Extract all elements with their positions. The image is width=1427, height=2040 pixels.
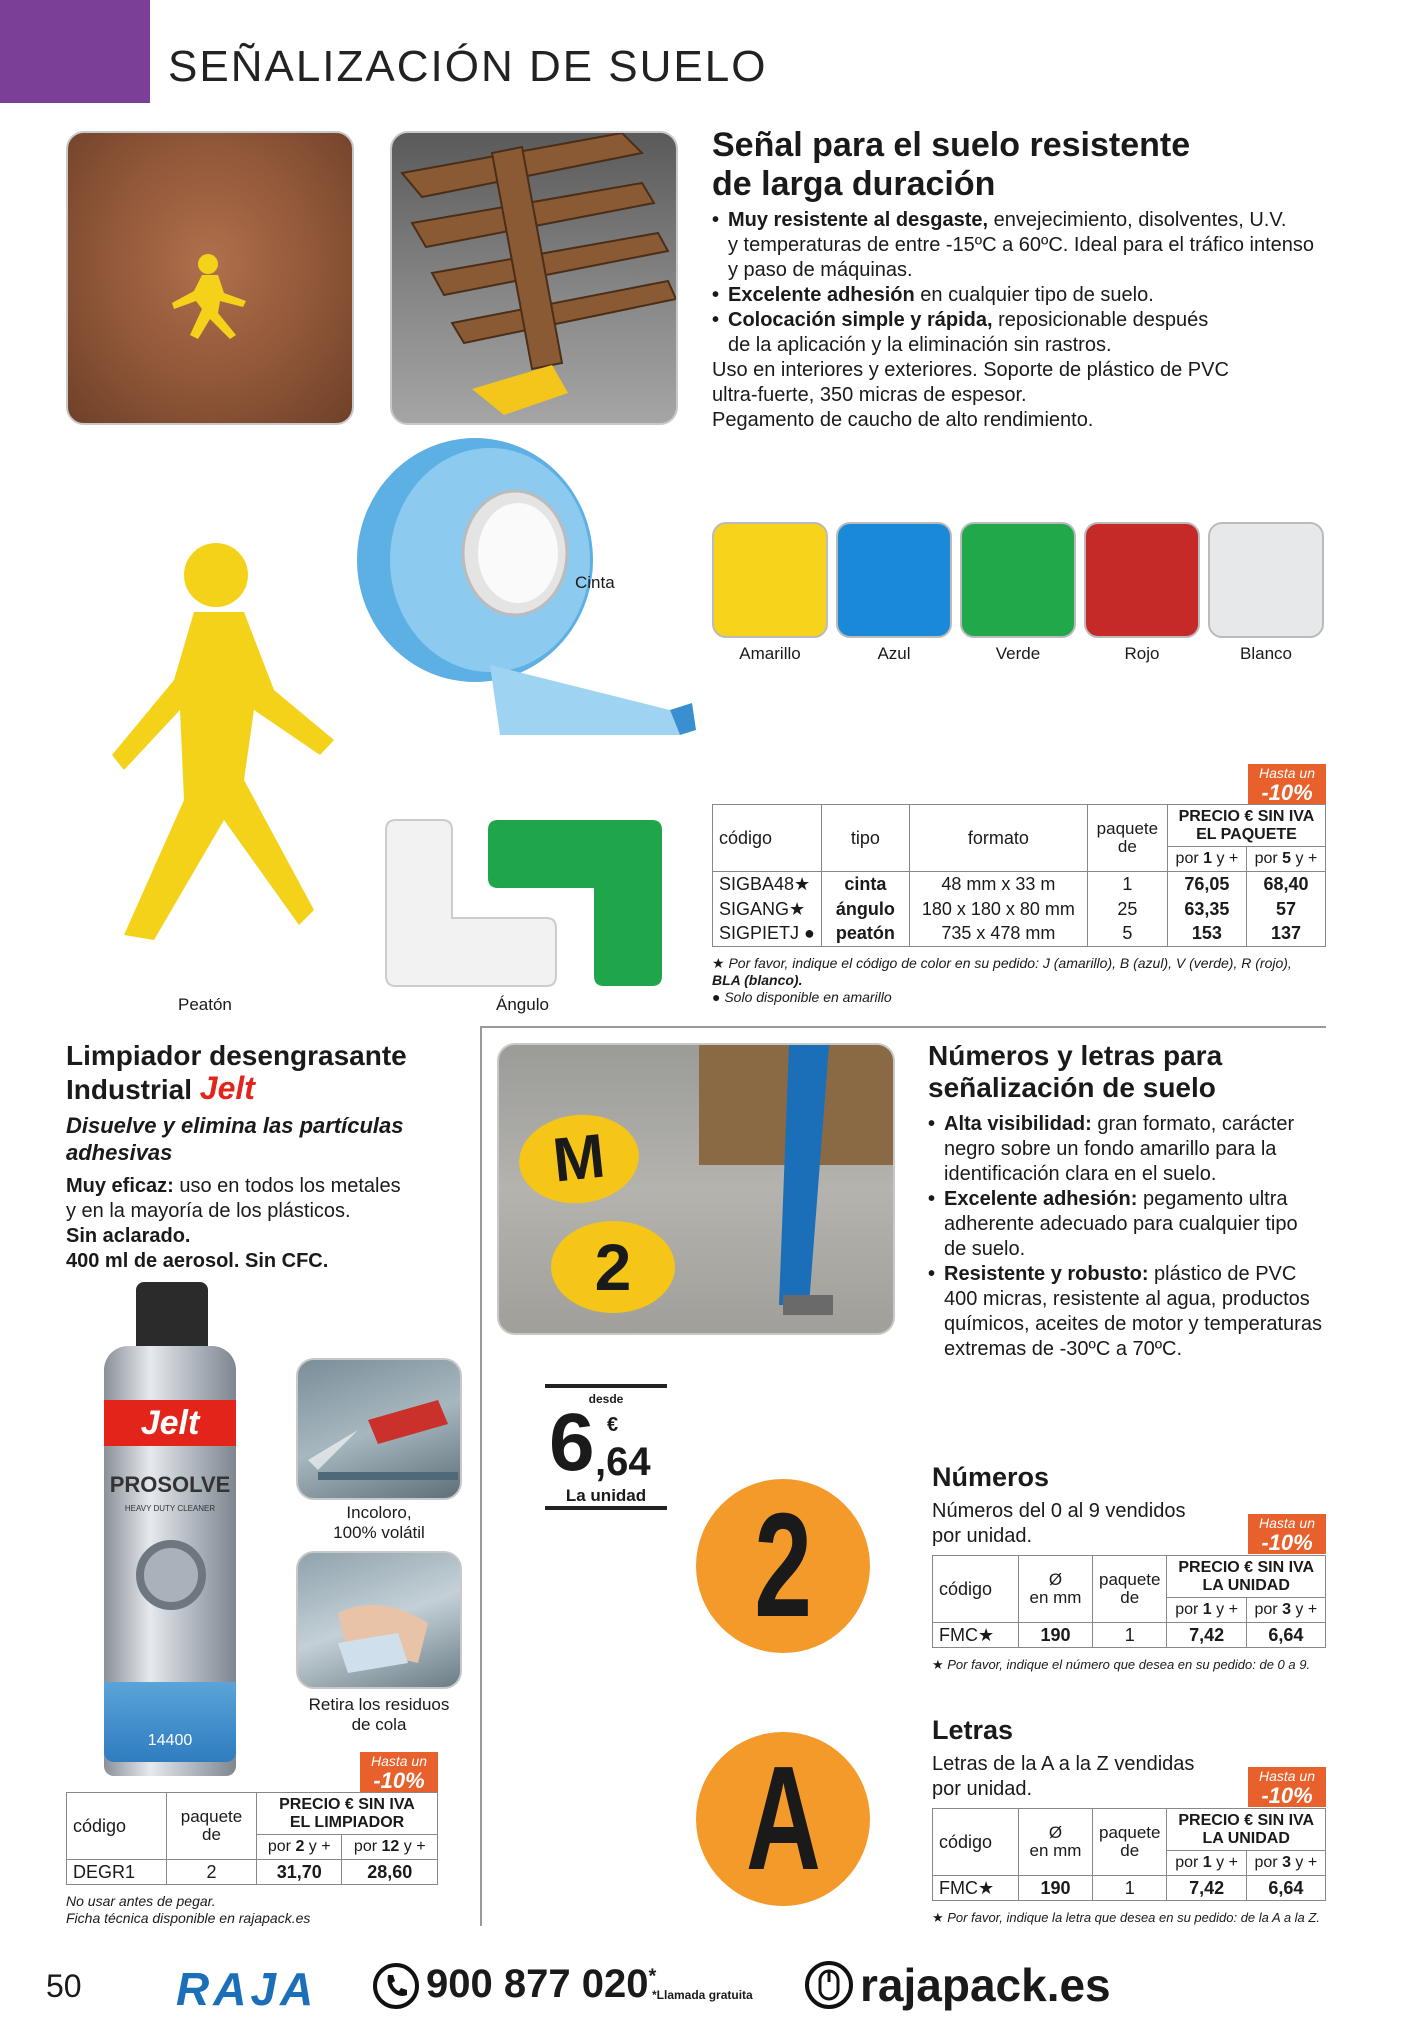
swatch-rojo	[1084, 522, 1200, 638]
letras-note: ★ Por favor, indique la letra que desea en su pedido: de la A a la Z.	[932, 1910, 1320, 1925]
cleaner-desc: Muy eficaz: uso en todos los metales y en la mayoría de los plásticos. Sin aclarado. 400 ml de aerosol. Sin CFC.	[66, 1175, 401, 1272]
phone-icon	[372, 1962, 420, 2010]
photo-number-2: 2	[551, 1221, 675, 1313]
bullet-item: • Excelente adhesión: pegamento ultra adherente adecuado para cualquier tipo de suelo.	[928, 1187, 1328, 1262]
caption-retira: Retira los residuos de cola	[308, 1695, 450, 1734]
tape-roll-illustration	[340, 435, 700, 765]
aerosol-can-image	[100, 1282, 240, 1782]
cleaner-subtitle: Disuelve y elimina las partículas adhesivas	[66, 1113, 404, 1165]
bullet-item: • Muy resistente al desgaste, envejecimiento, disolventes, U.V. y temperaturas de entre -15ºC a 60ºC. Ideal para el tráfico intenso y paso de máquinas.	[712, 208, 1332, 283]
numeros-title: Números	[932, 1462, 1050, 1492]
floor-signal-notes: ★ Por favor, indique el código de color en su pedido: J (amarillo), B (azul), V (verde), R (rojo), BLA (blanco). ● Solo disponible en amarillo	[712, 955, 1292, 1005]
header-color-block	[0, 0, 150, 103]
pedestrian-sign-illustration	[84, 540, 374, 960]
swatch-label: Azul	[877, 644, 911, 663]
price-badge: desde 6 € ,64 La unidad	[545, 1384, 667, 1510]
pedestrian-floor-photo	[66, 131, 354, 425]
can-subtitle: HEAVY DUTY CLEANER	[124, 1504, 216, 1513]
page-title: SEÑALIZACIÓN DE SUELO	[168, 42, 768, 91]
page-number: 50	[46, 1968, 82, 2004]
wipe-photo	[296, 1551, 462, 1689]
floor-signal-title: Señal para el suelo resistente de larga duración	[712, 126, 1191, 203]
swatch-amarillo	[712, 522, 828, 638]
bullet-item: • Colocación simple y rápida, reposicionable después de la aplicación y la eliminación sin rastros.	[712, 308, 1332, 358]
cleaner-notes: No usar antes de pegar. Ficha técnica disponible en rajapack.es	[66, 1893, 311, 1926]
number-sample-disc: 2	[696, 1479, 870, 1653]
numbers-letters-bullets	[928, 1112, 1328, 1362]
caption-angulo: Ángulo	[496, 995, 549, 1014]
swatch-label: Amarillo	[739, 644, 801, 663]
website-link[interactable]: rajapack.es	[860, 1959, 1111, 2011]
numbers-letters-title: Números y letras para señalización de suelo	[928, 1040, 1223, 1103]
bullet-item: • Alta visibilidad: gran formato, carácter negro sobre un fondo amarillo para la identificación clara en el suelo.	[928, 1112, 1328, 1187]
caption-peaton: Peatón	[178, 995, 232, 1014]
floor-signal-bullets	[712, 208, 1332, 433]
raja-logo: RAJA	[176, 1963, 318, 2015]
section-divider	[480, 1026, 1326, 1028]
letras-desc: Letras de la A a la Z vendidas por unidad.	[932, 1753, 1195, 1800]
swatch-verde	[960, 522, 1076, 638]
letter-sample-disc: A	[696, 1732, 870, 1906]
numeros-desc: Números del 0 al 9 vendidos por unidad.	[932, 1500, 1186, 1547]
jelt-logo: Jelt	[199, 1070, 255, 1106]
photo-letter-m: M	[515, 1109, 644, 1209]
table-row: SIGBA48★ cinta 48 mm x 33 m 1 76,05 68,40	[713, 872, 1326, 897]
discount-badge: Hasta un -10%	[1248, 764, 1326, 804]
floor-signal-price-table: código tipo formato paquete de PRECIO € SIN IVA EL PAQUETE por 1 y + por 5 y + SIGBA48★ cinta 48 mm x 33 m 1 76,05 68,40 SIGANG★ ángulo 180 x 180 x 80 mm 25 63,35 57 SIGPIETJ ● peatón 735 x 478 mm 5 153 137	[712, 804, 1326, 947]
table-row: FMC★ 190 1 7,42 6,64	[933, 1876, 1326, 1901]
column-divider	[480, 1026, 482, 1926]
phone-number[interactable]: 900 877 020*	[426, 1962, 657, 2006]
can-product-name: PROSOLVE	[109, 1472, 231, 1497]
table-header-row: código tipo formato paquete de PRECIO € SIN IVA EL PAQUETE	[713, 805, 1326, 847]
numeros-price-table: código Ø en mm paquete de PRECIO € SIN IVA LA UNIDAD por 1 y + por 3 y + FMC★ 190 1 7,42 6,64	[932, 1555, 1326, 1648]
color-swatches	[712, 522, 1332, 672]
can-code: 14400	[147, 1732, 193, 1749]
pallet-floor-photo	[390, 131, 678, 425]
cleaner-title: Limpiador desengrasante Industrial Jelt	[66, 1040, 407, 1106]
letras-price-table: código Ø en mm paquete de PRECIO € SIN IVA LA UNIDAD por 1 y + por 3 y + FMC★ 190 1 7,42 6,64	[932, 1808, 1326, 1901]
numeros-note: ★ Por favor, indique el número que desea en su pedido: de 0 a 9.	[932, 1657, 1311, 1672]
swatch-blanco	[1208, 522, 1324, 638]
floor-signal-desc: Uso en interiores y exteriores. Soporte de plástico de PVC ultra-fuerte, 350 micras de espesor. Pegamento de caucho de alto rendimiento.	[712, 359, 1229, 431]
bullet-item: • Excelente adhesión en cualquier tipo de suelo.	[712, 283, 1332, 308]
spray-photo	[296, 1358, 462, 1500]
table-row: SIGANG★ ángulo 180 x 180 x 80 mm 25 63,35 57	[713, 897, 1326, 922]
table-row: FMC★ 190 1 7,42 6,64	[933, 1623, 1326, 1648]
discount-badge: Hasta un -10%	[360, 1752, 438, 1792]
rack-floor-photo	[497, 1043, 895, 1335]
discount-badge: Hasta un -10%	[1248, 1514, 1326, 1554]
swatch-azul	[836, 522, 952, 638]
can-brand: Jelt	[104, 1400, 236, 1446]
caption-cinta: Cinta	[575, 573, 615, 592]
caption-incoloro: Incoloro, 100% volátil	[333, 1503, 425, 1542]
swatch-label: Rojo	[1124, 644, 1160, 663]
cleaner-price-table: código paquete de PRECIO € SIN IVA EL LIMPIADOR por 2 y + por 12 y + DEGR1 2 31,70 28,60	[66, 1792, 438, 1885]
swatch-label: Blanco	[1240, 644, 1292, 663]
bullet-item: • Resistente y robusto: plástico de PVC 400 micras, resistente al agua, productos químicos, aceites de motor y temperaturas extremas de -30ºC a 70ºC.	[928, 1262, 1328, 1362]
swatch-label: Verde	[995, 644, 1041, 663]
discount-badge: Hasta un -10%	[1248, 1767, 1326, 1807]
phone-note: *Llamada gratuita	[652, 1988, 753, 2002]
letras-title: Letras	[932, 1715, 1014, 1745]
table-row: SIGPIETJ ● peatón 735 x 478 mm 5 153 137	[713, 922, 1326, 947]
mouse-icon	[804, 1960, 854, 2010]
angle-signs-illustration	[376, 818, 696, 990]
table-row: DEGR1 2 31,70 28,60	[67, 1860, 438, 1885]
